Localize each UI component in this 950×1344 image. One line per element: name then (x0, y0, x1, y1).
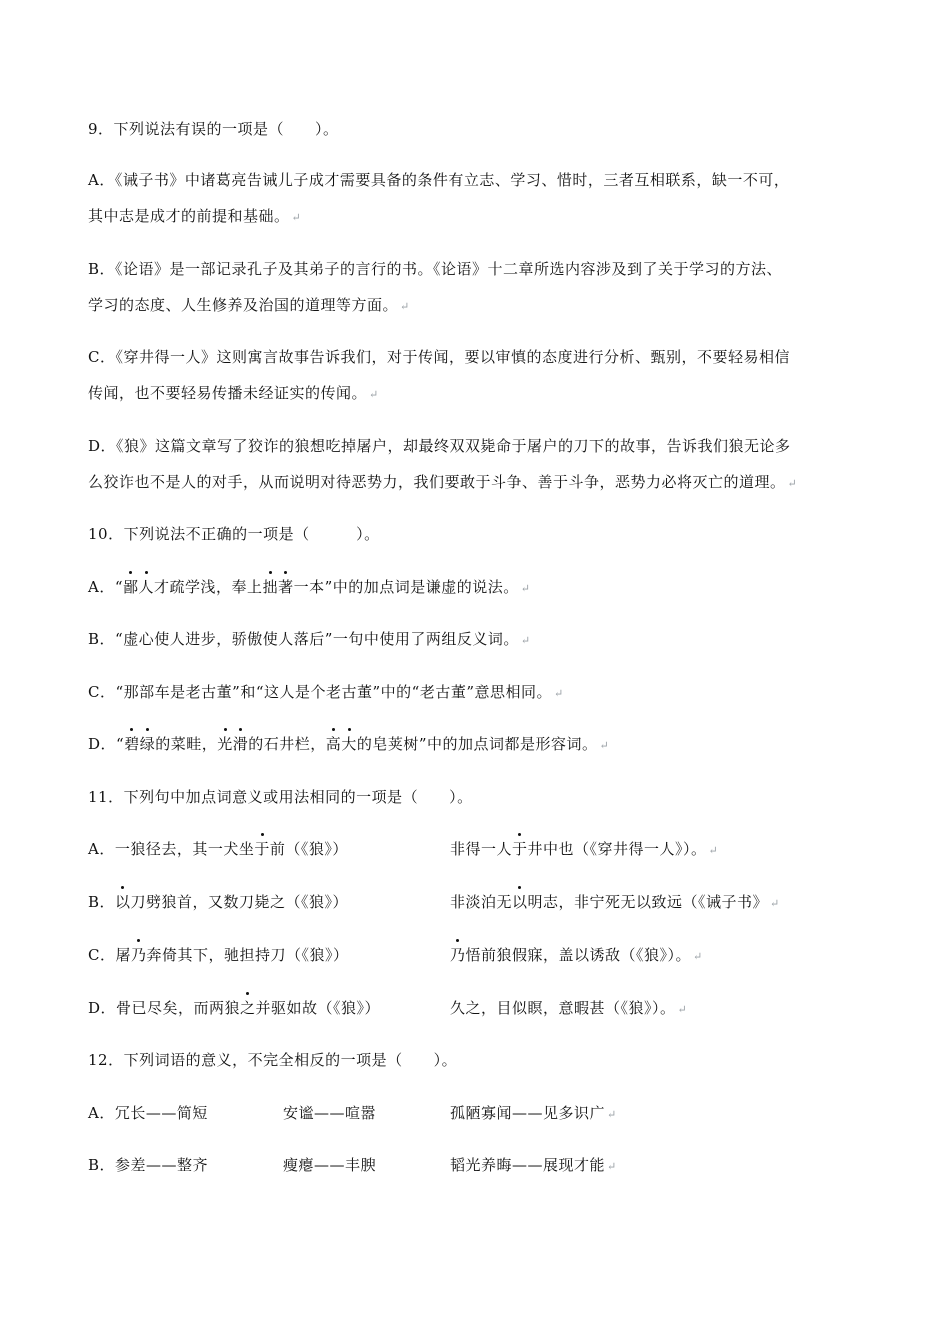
emphasis-dot-char: 大 (341, 735, 357, 753)
q10-option-d: D．“碧绿的菜畦，光滑的石井栏，高大的皂荚树”中的加点词都是形容词。 ↵ (88, 735, 610, 753)
emphasis-dot-char: 著 (278, 578, 294, 596)
emphasis-dot-char: 拙 (262, 578, 279, 596)
emphasis-dot-char: 乃 (450, 946, 466, 964)
paragraph-mark-icon: ↵ (291, 211, 302, 224)
q11-option-c-left: C．屠乃奔倚其下，驰担持刀（《狼》） (88, 946, 349, 964)
paragraph-mark-icon: ↵ (599, 739, 610, 752)
paragraph-mark-icon: ↵ (369, 388, 379, 401)
emphasis-dot-char: 人 (138, 578, 155, 596)
q11-option-c-right: 乃悟前狼假寐，盖以诱敌（《狼》）。 ↵ (450, 946, 703, 964)
emphasis-dot-char: 鄙 (123, 578, 139, 596)
q12-option-b-col3: 韬光养晦——展现才能 ↵ (450, 1156, 617, 1174)
paragraph-mark-icon: ↵ (770, 897, 780, 910)
q11-option-b-left: B．以刀劈狼首，又数刀毙之（《狼》） (88, 893, 349, 911)
q11-option-d-left: D．骨已尽矣，而两狼之并驱如故（《狼》） (88, 999, 381, 1017)
emphasis-dot-char: 滑 (232, 735, 249, 753)
paragraph-mark-icon: ↵ (400, 300, 410, 313)
q12-stem: 12．下列词语的意义，不完全相反的一项是（ ）。 (88, 1051, 458, 1069)
q9-option-b-line1: B．《论语》是一部记录孔子及其弟子的言行的书。《论语》十二章所选内容涉及到了关于学习的方法、 (88, 260, 783, 278)
q9-option-a-line1: A．《诫子书》中诸葛亮告诫儿子成才需要具备的条件有立志、学习、惜时，三者互相联系，缺一不可， (88, 171, 790, 189)
emphasis-dot-char: 绿 (139, 735, 156, 753)
q9-option-b-line2: 学习的态度、人生修养及治国的道理等方面。 ↵ (88, 296, 410, 314)
q9-option-d-line2: 么狡诈也不是人的对手，从而说明对待恶势力，我们要敢于斗争、善于斗争，恶势力必将灭亡的道理。 ↵ (88, 473, 798, 491)
q9-option-a-line2: 其中志是成才的前提和基础。 ↵ (88, 207, 302, 225)
paragraph-mark-icon: ↵ (520, 634, 531, 647)
emphasis-dot-char: 以 (115, 893, 131, 911)
q11-stem: 11．下列句中加点词意义或用法相同的一项是（ ）。 (88, 788, 473, 806)
emphasis-dot-char: 于 (512, 840, 528, 858)
q9-option-c-line2: 传闻，也不要轻易传播未经证实的传闻。 ↵ (88, 384, 379, 402)
q12-option-a-col3: 孤陋寡闻——见多识广 ↵ (450, 1104, 617, 1122)
q9-option-c-line1: C．《穿井得一人》这则寓言故事告诉我们，对于传闻，要以审慎的态度进行分析、甄别，不要轻易相信 (88, 348, 790, 366)
q10-stem: 10．下列说法不正确的一项是（ ）。 (88, 525, 380, 543)
q12-option-a-col2: 安谧——喧嚣 (283, 1104, 377, 1122)
q12-option-a-col1: A．冗长——简短 (88, 1104, 208, 1122)
paragraph-mark-icon: ↵ (554, 687, 564, 700)
emphasis-dot-char: 高 (325, 735, 342, 753)
q12-option-b-col2: 瘦瘪——丰腴 (283, 1156, 377, 1174)
emphasis-dot-char: 乃 (130, 946, 147, 964)
q11-option-a-left: A．一狼径去，其一犬坐于前（《狼》） (88, 840, 348, 858)
q12-option-b-col1: B．参差——整齐 (88, 1156, 209, 1174)
paragraph-mark-icon: ↵ (520, 582, 531, 595)
q10-option-a: A．“鄙人才疏学浅，奉上拙著一本”中的加点词是谦虚的说法。 ↵ (88, 578, 531, 596)
emphasis-dot-char: 以 (512, 893, 528, 911)
q11-option-d-right: 久之，目似瞑，意暇甚（《狼》）。 ↵ (450, 999, 688, 1017)
emphasis-dot-char: 碧 (124, 735, 140, 753)
q10-option-b: B．“虚心使人进步，骄傲使人落后”一句中使用了两组反义词。 ↵ (88, 630, 531, 648)
q9-option-d-line1: D．《狼》这篇文章写了狡诈的狼想吃掉屠户，却最终双双毙命于屠户的刀下的故事，告诉我们狼无论多 (88, 437, 791, 455)
paragraph-mark-icon: ↵ (787, 477, 798, 490)
paragraph-mark-icon: ↵ (677, 1003, 688, 1016)
q11-option-a-right: 非得一人于井中也（《穿井得一人》）。 ↵ (450, 840, 719, 858)
q9-stem: 9．下列说法有误的一项是（ ）。 (88, 120, 339, 138)
emphasis-dot-char: 于 (254, 840, 270, 858)
paragraph-mark-icon: ↵ (693, 950, 703, 963)
paragraph-mark-icon: ↵ (708, 844, 719, 857)
emphasis-dot-char: 之 (240, 999, 256, 1017)
emphasis-dot-char: 光 (217, 735, 233, 753)
paragraph-mark-icon: ↵ (607, 1160, 617, 1173)
paragraph-mark-icon: ↵ (607, 1108, 617, 1121)
q11-option-b-right: 非淡泊无以明志，非宁死无以致远（《诫子书》 ↵ (450, 893, 780, 911)
q10-option-c: C．“那部车是老古董”和“这人是个老古董”中的“老古董”意思相同。 ↵ (88, 683, 564, 701)
